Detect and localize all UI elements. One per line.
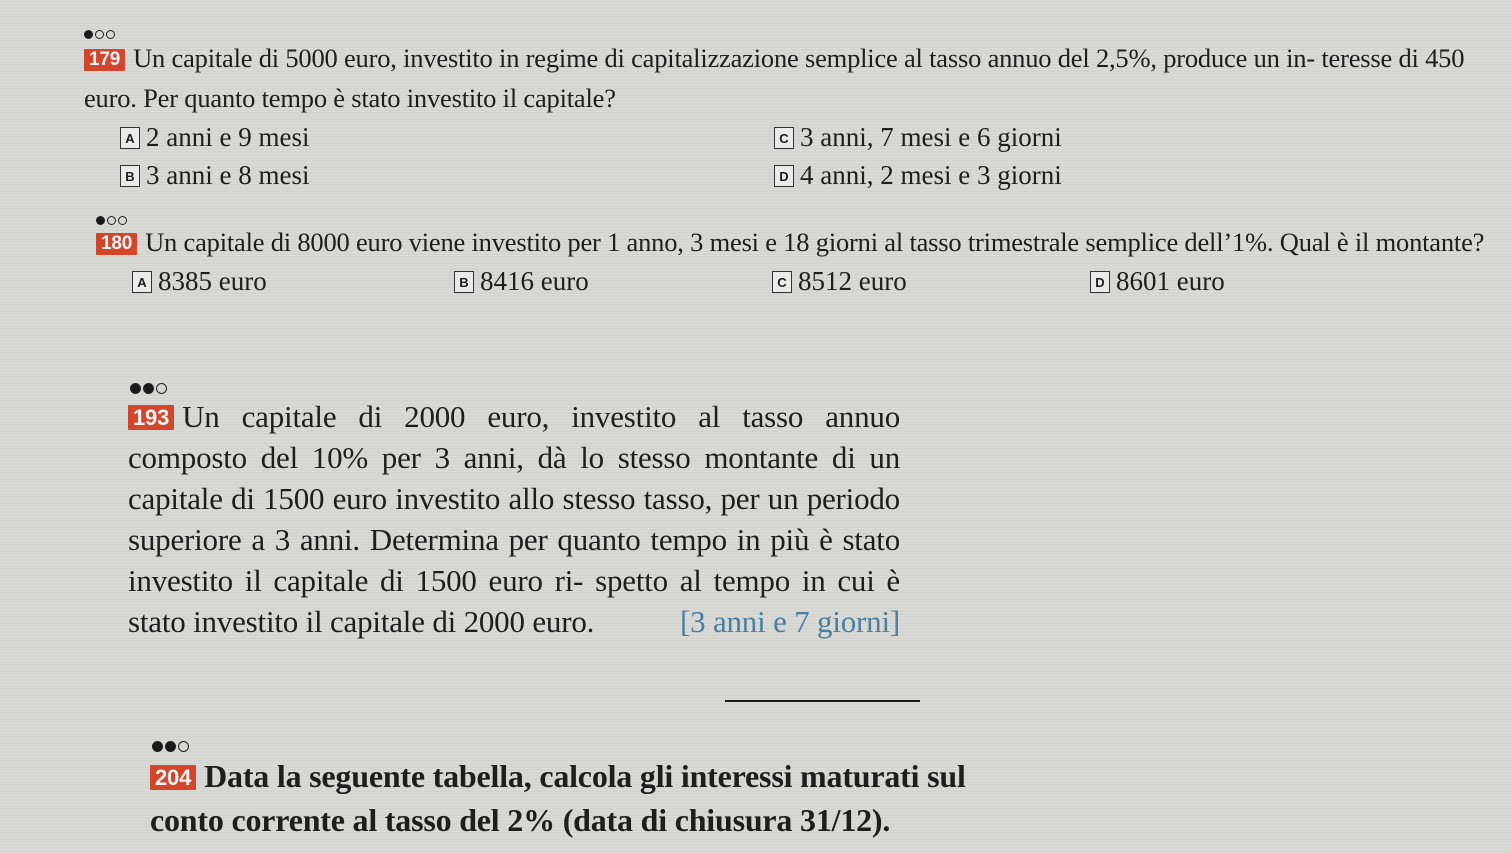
answer-text: [3 anni e 7 giorni] bbox=[679, 604, 900, 639]
exercise-193 bbox=[128, 382, 900, 642]
difficulty-dot-empty bbox=[156, 383, 167, 394]
option-letter: B bbox=[120, 165, 140, 187]
option-d[interactable] bbox=[774, 156, 1062, 194]
option-letter: B bbox=[454, 271, 474, 293]
exercise-text bbox=[128, 396, 900, 642]
divider-line bbox=[725, 700, 920, 702]
option-a[interactable] bbox=[132, 262, 267, 300]
exercise-body: Data la seguente tabella, calcola gli interessi maturati sul conto corrente al tasso del 2% (data di chiusura 31/12). bbox=[150, 758, 966, 838]
exercise-number: 179 bbox=[84, 49, 125, 71]
option-letter: C bbox=[772, 271, 792, 293]
option-letter: A bbox=[120, 127, 140, 149]
exercise-body: Un capitale di 2000 euro, investito al tasso annuo composto del 10% per 3 anni, dà lo stesso montante di un capitale di 1500 euro investito allo stesso tasso, per un periodo superiore a 3 anni. Determina per quanto tempo in più è stato investito il capitale di 1500 euro ri- spetto al tempo in cui è stato investito il capitale di 2000 euro. bbox=[128, 399, 900, 639]
difficulty-dot-filled bbox=[152, 741, 163, 752]
exercise-body: Un capitale di 8000 euro viene investito per 1 anno, 3 mesi e 18 giorni al tasso trimestrale semplice dell’1%. Qual è il montante? bbox=[145, 227, 1485, 257]
option-text: 8416 euro bbox=[480, 266, 589, 296]
difficulty-dot-filled bbox=[130, 383, 141, 394]
option-letter: D bbox=[774, 165, 794, 187]
difficulty-dot-filled bbox=[165, 741, 176, 752]
option-text: 2 anni e 9 mesi bbox=[146, 122, 310, 152]
option-text: 3 anni, 7 mesi e 6 giorni bbox=[800, 122, 1062, 152]
option-text: 8512 euro bbox=[798, 266, 907, 296]
difficulty-indicator bbox=[152, 740, 1030, 752]
difficulty-dot-empty bbox=[178, 741, 189, 752]
answer-options bbox=[84, 118, 1504, 198]
option-letter: A bbox=[132, 271, 152, 293]
option-c[interactable] bbox=[772, 262, 907, 300]
option-text: 4 anni, 2 mesi e 3 giorni bbox=[800, 160, 1062, 190]
exercise-text bbox=[84, 38, 1504, 118]
option-letter: D bbox=[1090, 271, 1110, 293]
option-a[interactable] bbox=[120, 118, 309, 156]
option-c[interactable] bbox=[774, 118, 1062, 156]
exercise-number: 180 bbox=[96, 233, 137, 255]
exercise-204 bbox=[150, 740, 1030, 842]
exercise-text bbox=[150, 754, 1030, 842]
option-d[interactable] bbox=[1090, 262, 1225, 300]
option-text: 8385 euro bbox=[158, 266, 267, 296]
exercise-number: 193 bbox=[128, 405, 174, 430]
difficulty-indicator bbox=[130, 382, 900, 394]
answer-options bbox=[96, 262, 1501, 302]
option-letter: C bbox=[774, 127, 794, 149]
option-b[interactable] bbox=[454, 262, 589, 300]
exercise-body: Un capitale di 5000 euro, investito in regime di capitalizzazione semplice al tasso annuo del 2,5%, produce un in- teresse di 450 euro. Per quanto tempo è stato investito il capitale? bbox=[84, 43, 1465, 113]
option-b[interactable] bbox=[120, 156, 309, 194]
exercise-179 bbox=[84, 28, 1504, 198]
exercise-text bbox=[96, 222, 1501, 262]
option-text: 3 anni e 8 mesi bbox=[146, 160, 310, 190]
exercise-number: 204 bbox=[150, 765, 196, 790]
difficulty-dot-filled bbox=[143, 383, 154, 394]
exercise-180 bbox=[96, 214, 1501, 302]
option-text: 8601 euro bbox=[1116, 266, 1225, 296]
